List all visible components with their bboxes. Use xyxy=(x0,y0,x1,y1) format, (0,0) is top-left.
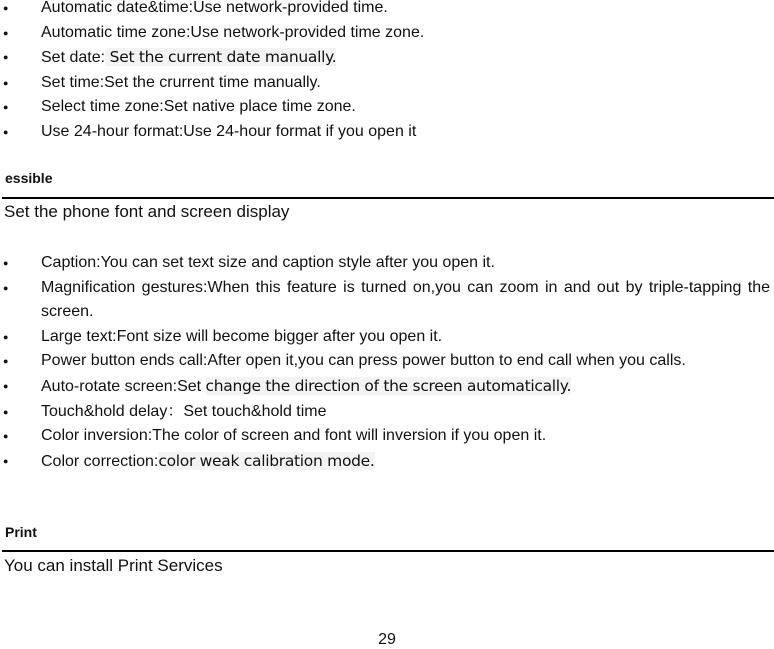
bullet-icon: ● xyxy=(3,126,9,137)
list-item xyxy=(0,325,770,350)
page-number: 29 xyxy=(378,631,396,648)
bullet-icon: ● xyxy=(3,356,9,367)
bullet-icon: ● xyxy=(3,431,9,442)
list-item-text: Select time zone:Set native place time zone. xyxy=(41,98,356,116)
list-item-text: Color inversion:The color of screen and font will inversion if you open it. xyxy=(41,427,547,445)
list-item-text: Color correction: xyxy=(41,452,159,470)
list-item xyxy=(0,21,770,46)
list-item xyxy=(0,251,770,276)
list-item-text: Magnification gestures:When this feature is turned on,you can zoom in and out by triple-tapping the screen. xyxy=(41,278,770,321)
bullet-icon: ● xyxy=(3,27,9,38)
date-time-list xyxy=(0,0,770,145)
section-intro: You can install Print Services xyxy=(4,556,223,575)
list-item-highlight-text: Set the current date manually. xyxy=(105,48,337,67)
list-item-text: Set date: xyxy=(41,49,106,67)
bullet-icon: ● xyxy=(3,52,9,63)
list-item-text: Automatic time zone:Use network-provided time zone. xyxy=(41,23,425,41)
list-item xyxy=(0,424,770,449)
list-item xyxy=(0,45,770,71)
bullet-icon: ● xyxy=(3,331,9,342)
section-divider xyxy=(2,550,774,552)
section-heading-print: Print xyxy=(5,524,37,540)
bullet-icon: ● xyxy=(3,3,9,13)
list-item xyxy=(0,276,770,325)
section-heading-accessible: essible xyxy=(5,170,53,186)
list-item xyxy=(0,449,770,475)
list-item xyxy=(0,374,770,400)
list-item xyxy=(0,120,770,145)
bullet-icon: ● xyxy=(3,282,9,293)
list-item-text: Use 24-hour format:Use 24-hour format if you open it xyxy=(41,122,417,140)
section-intro: Set the phone font and screen display xyxy=(4,202,290,221)
bullet-icon: ● xyxy=(3,406,9,417)
list-item-text: Touch&hold delay：Set touch&hold time xyxy=(41,402,327,420)
bullet-icon: ● xyxy=(3,380,9,391)
bullet-icon: ● xyxy=(3,258,9,268)
bullet-icon: ● xyxy=(3,102,9,113)
list-item xyxy=(0,95,770,120)
list-item xyxy=(0,349,770,374)
list-item xyxy=(0,0,770,21)
list-item-highlight-text: color weak calibration mode. xyxy=(158,451,375,470)
accessible-list xyxy=(0,251,770,474)
list-item xyxy=(0,400,770,425)
list-item-text: Caption:You can set text size and caption style after you open it. xyxy=(41,254,495,271)
list-item-text: Power button ends call:After open it,you can press power button to end call when you calls. xyxy=(41,352,686,370)
list-item xyxy=(0,71,770,96)
list-item-text: Large text:Font size will become bigger after you open it. xyxy=(41,327,443,345)
list-item-text: Auto-rotate screen:Set xyxy=(41,377,206,395)
list-item-highlight-text: change the direction of the screen automatically. xyxy=(205,376,572,395)
list-item-text: Set time:Set the crurrent time manually. xyxy=(41,73,321,91)
bullet-icon: ● xyxy=(3,77,9,88)
section-divider xyxy=(2,197,774,199)
bullet-icon: ● xyxy=(3,455,9,466)
list-item-text: Automatic date&time:Use network-provided time. xyxy=(41,0,388,16)
